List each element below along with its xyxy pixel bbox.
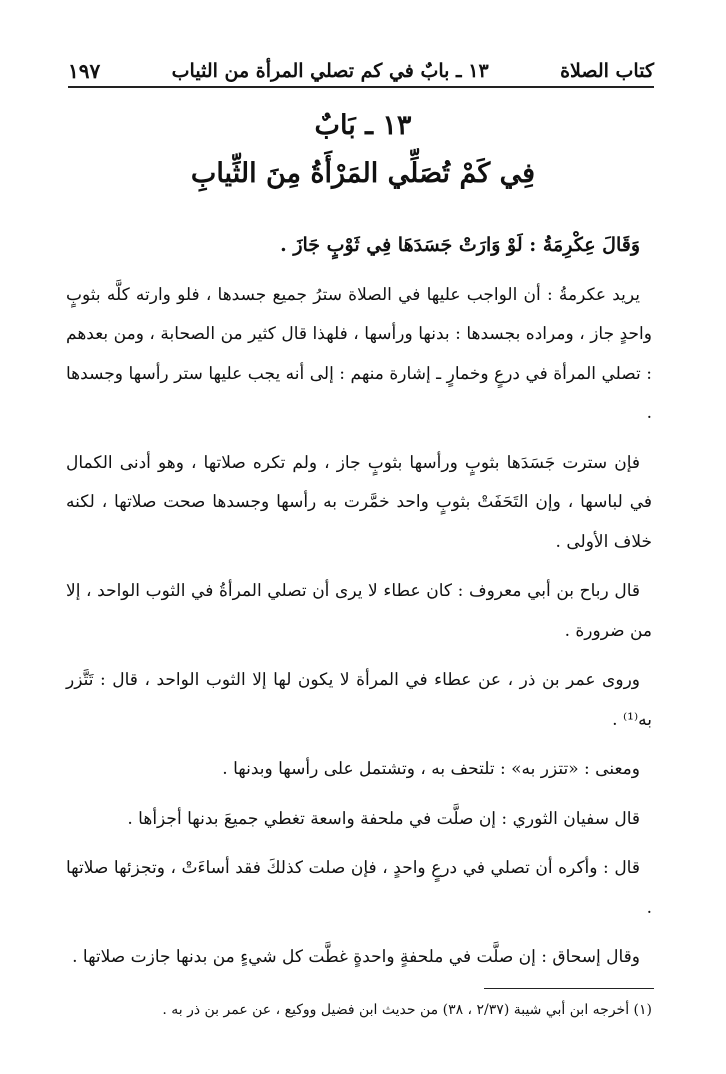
paragraph: وقال إسحاق : إن صلَّت في ملحفةٍ واحدةٍ غطَّت كل شيءٍ من بدنها جازت صلاتها . <box>72 947 640 967</box>
paragraph: فإن سترت جَسَدَها بثوبٍ ورأسها بثوبٍ جاز ، ولم تكره صلاتها ، وهو أدنى الكمال في لباسها ، وإن التَحَفَتْ بثوبٍ واحد خمَّرت به رأسها وجسدها صحت صلاتها ، لكنه خلاف الأولى . <box>66 452 652 552</box>
header-book-title: كتاب الصلاة <box>560 60 654 82</box>
chapter-number: ١٣ ـ بَابٌ <box>314 110 412 141</box>
chapter-title: فِي كَمْ تُصَلِّي المَرْأَةُ مِنَ الثِّيابِ <box>190 158 536 189</box>
paragraph: وروى عمر بن ذر ، عن عطاء في المرأة لا يكون لها إلا الثوب الواحد ، قال : تَتَّزر به⁽¹⁾ . <box>66 670 652 730</box>
paragraph: قال سفيان الثوري : إن صلَّت في ملحفة واسعة تغطي جميعَ بدنها أجزأها . <box>127 808 640 829</box>
footnote: (١) أخرجه ابن أبي شيبة (٢/٣٧ ، ٣٨) من حديث ابن فضيل ووكيع ، عن عمر بن ذر به . <box>162 1002 652 1018</box>
paragraph: قال : وأكره أن تصلي في درعٍ واحدٍ ، فإن صلت كذلكَ فقد أساءَتْ ، وتجزئها صلاتها . <box>66 858 652 918</box>
paragraph: قال رباح بن أبي معروف : كان عطاء لا يرى أن تصلي المرأةُ في الثوب الواحد ، إلا من ضرورة . <box>66 581 652 641</box>
header-chapter-title: ١٣ ـ بابٌ في كم تصلي المرأة من الثياب <box>171 60 489 82</box>
page-number: ١٩٧ <box>68 59 101 83</box>
paragraph: يريد عكرمةُ : أن الواجب عليها في الصلاة سترُ جميع جسدها ، فلو وارته كلَّه بثوبٍ واحدٍ جاز ، ومراده بجسدها : بدنها ورأسها ، فلهذا قال كثير من الصحابة ، ومن بعدهم : تصلي المرأة في درعٍ وخمارٍ ـ إشارة منهم : إلى أنه يجب عليها ستر رأسها وجسدها . <box>66 284 652 423</box>
running-header <box>68 50 654 88</box>
paragraph: ومعنى : «تتزر به» : تلتحف به ، وتشتمل على رأسها وبدنها . <box>222 759 640 779</box>
hadith-quote: وَقَالَ عِكْرِمَةُ : لَوْ وَارَتْ جَسَدَهَا فِي ثَوْبٍ جَازَ . <box>280 234 640 256</box>
body-text <box>66 226 652 988</box>
footnote-divider <box>484 988 654 989</box>
